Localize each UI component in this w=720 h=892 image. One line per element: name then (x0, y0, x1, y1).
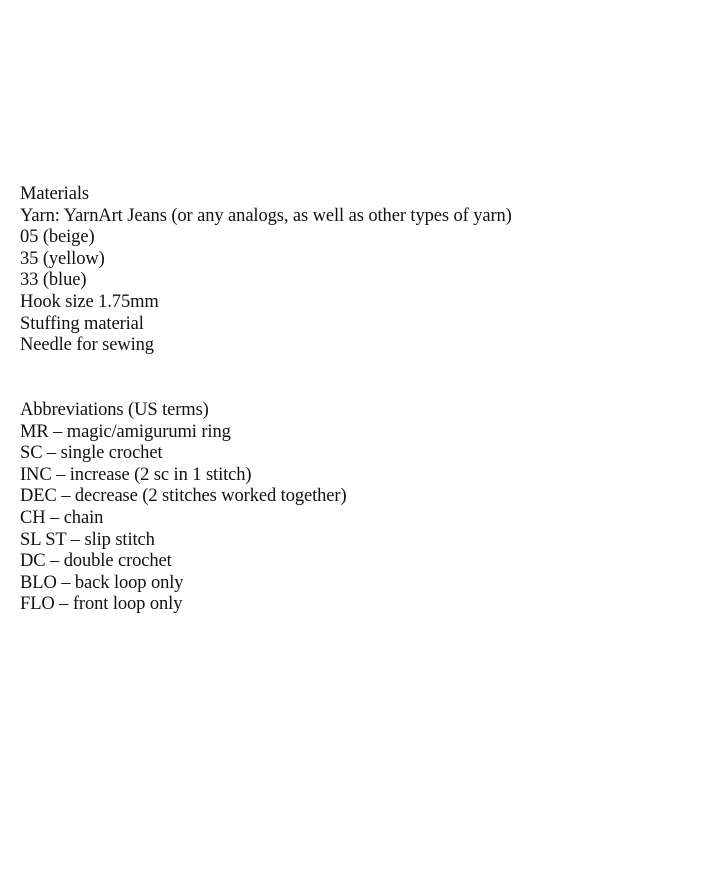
abbreviations-section (20, 400, 347, 616)
materials-item: 05 (beige) (20, 227, 95, 248)
materials-item: Needle for sewing (20, 335, 154, 356)
abbreviation-item: MR – magic/amigurumi ring (20, 421, 231, 442)
abbreviation-item: SL ST – slip stitch (20, 529, 155, 550)
abbreviation-item: CH – chain (20, 507, 104, 528)
materials-heading: Materials (20, 184, 89, 204)
materials-item: Stuffing material (20, 313, 144, 334)
materials-item: 35 (yellow) (20, 248, 105, 269)
materials-item: Hook size 1.75mm (20, 291, 159, 312)
abbreviation-item: DEC – decrease (2 stitches worked together) (20, 486, 347, 507)
materials-section (20, 184, 512, 357)
abbreviation-item: FLO – front loop only (20, 594, 183, 615)
abbreviation-item: SC – single crochet (20, 443, 163, 464)
abbreviation-item: INC – increase (2 sc in 1 stitch) (20, 464, 252, 485)
abbreviation-item: BLO – back loop only (20, 572, 184, 593)
materials-item: Yarn: YarnArt Jeans (or any analogs, as well as other types of yarn) (20, 205, 512, 226)
abbreviation-item: DC – double crochet (20, 551, 172, 572)
materials-item: 33 (blue) (20, 270, 87, 291)
abbreviations-heading: Abbreviations (US terms) (20, 400, 209, 420)
